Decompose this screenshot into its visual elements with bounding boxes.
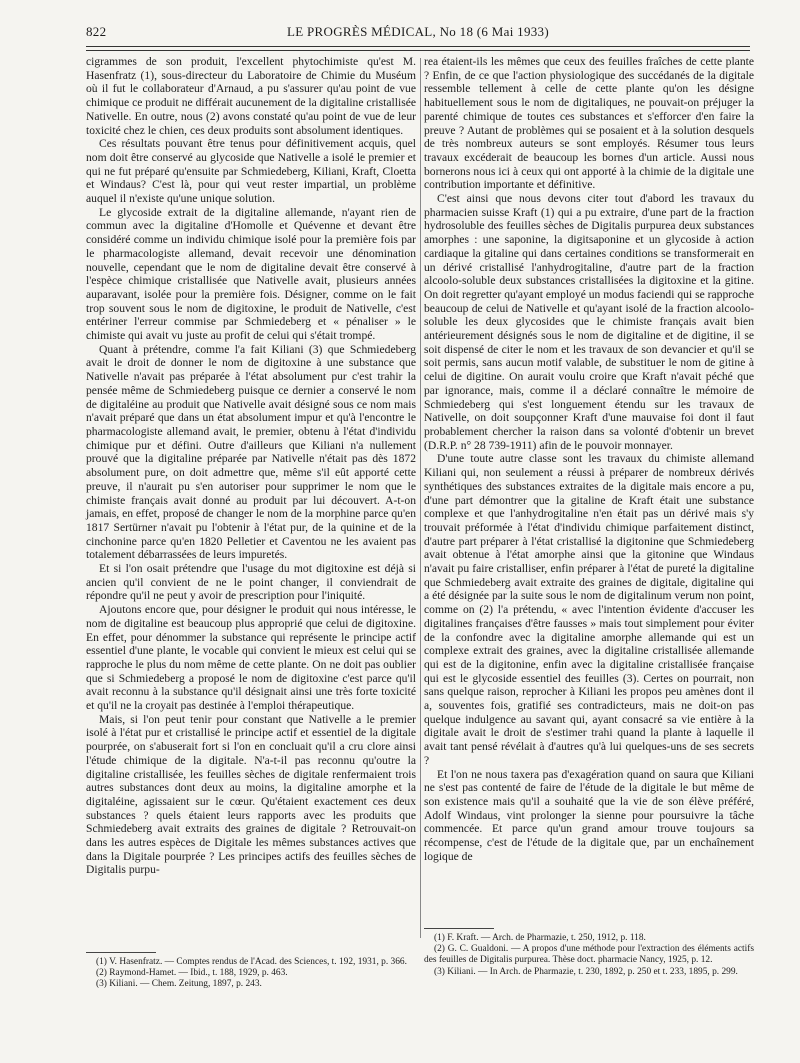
page-number: 822: [86, 24, 107, 39]
paragraph: Et l'on ne nous taxera pas d'exagération quand on saura que Kiliani ne s'est pas contenté de faire de l'étude de la digitale le but même de son existence mais qu'il a souhaité que la vie de son élève préféré, Adolf Windaus, vint prolonger la sienne pour poursuivre la tâche commencée. Et parce qu'un grand amour trouve toujours sa récompense, c'est de l'étude de la digitale que, par un enchaînement logique de: [424, 767, 754, 863]
header-rule: [86, 46, 750, 47]
footnote-rule: [424, 928, 494, 929]
paragraph: Et si l'on osait prétendre que l'usage du mot digitoxine est déjà si ancien qu'il convient de ne le point changer, il conviendrait de répondre qu'il ne peut y avoir de prescription pour l'iniquité.: [86, 562, 416, 603]
left-column: [86, 55, 416, 877]
paragraph: D'une toute autre classe sont les travaux du chimiste allemand Kiliani qui, non seulement a réussi à préparer de nombreux dérivés synthétiques des substances extraites de la digitale mais encore a pu, d'une part démontrer que la gitaline de Kraft était une substance complexe et que l'anhydrogitaline n'en était pas un dérivé mais s'y trouvait préformée à l'état d'individu chimique parfaitement distinct, d'autre part préparer à l'état cristallisé la digitonine que Schmiedeberg avait obtenue à l'état amorphe ainsi que la gitonine que Windaus n'avait pu faire cristalliser, enfin préparer à l'état de pureté la digitaline que Schmiedeberg avait extraite des graines de digitale, digitaline qui a été désignée par la suite sous le nom de digitalinum verum non point, comme on (2) l'a prétendu, « avec l'intention évidente d'accuser les digitalines françaises d'être fausses » mais tout simplement pour éviter de la confondre avec la digitaline amorphe allemande qui est un complexe extrait des graines, avec la digitaline cristallisée allemande qui est de la digitonine, enfin avec la digitaline cristallisée française qui est le glycoside essentiel des feuilles (3). Certes on pourrait, non sans quelque raison, reprocher à Kiliani les propos peu amènes dont il a, souventes fois, gratifié ses contradicteurs, mais ne doit-on pas quelque indulgence au savant qui, ayant consacré sa vie entière à la digitale avait le droit de s'estimer trahi quand la plante à laquelle il avait tant pensé révélait à d'autres qu'à lui quelques-uns de ses secrets ?: [424, 452, 754, 767]
paragraph: Le glycoside extrait de la digitaline allemande, n'ayant rien de commun avec la digitaline d'Homolle et Quévenne et devant être considéré comme un individu chimique isolé pour la première fois par le pharmacologiste allemand, devait recevoir une dénomination nouvelle, cependant que le nom de digitaline devait être conservé à l'espèce chimique cristallisée que Nativelle avait, plusieurs années auparavant, isolée pour la première fois. Désigner, comme on le fait trop souvent sous le nom de digitoxine, le produit de Nativelle, c'est entériner l'erreur commise par Schmiedeberg et « pénaliser » le chimiste qui avait vu juste au profit de celui qui s'était trompé.: [86, 205, 416, 343]
footnote: (3) Kiliani. — In Arch. de Pharmazie, t. 230, 1892, p. 250 et t. 233, 1895, p. 299.: [434, 966, 738, 977]
page-header: [86, 24, 750, 48]
header-rule-thin: [86, 50, 750, 51]
paragraph: Quant à prétendre, comme l'a fait Kiliani (3) que Schmiedeberg avait le droit de donner le nom de digitoxine à une substance que Nativelle n'avait pas préparée à l'état absolument pur c'est trahir la pensée même de Schmiedeberg puisque ce dernier a conservé le nom de digitaléine au produit que Nativelle avait désigné sous ce nom mais n'avait préparé que dans un état absolument impur et qu'à l'encontre le pharmacologiste allemand avait, le premier, obtenu à l'état d'individu chimique pur et défini. Outre d'ailleurs que Kiliani n'a nullement prouvé que la digitaline préparée par Nativelle n'était pas dès 1872 absolument pure, on doit admettre que, même s'il eût apporté cette preuve, il n'aurait pu s'en autoriser pour supprimer le nom que le chimiste français avait donné au produit par lui découvert. A-t-on jamais, en effet, proposé de changer le nom de la morphine parce qu'en 1817 Sertürner n'avait pu l'obtenir à l'état pur, de la quinine et de la cinchonine parce qu'en 1820 Pelletier et Caventou ne les avaient pas totalement débarrassées de leurs impuretés.: [86, 342, 416, 562]
paragraph: Mais, si l'on peut tenir pour constant que Nativelle a le premier isolé à l'état pur et cristallisé le principe actif et essentiel de la digitale pourprée, on s'abuserait fort si l'on en concluait qu'il a cru clore ainsi l'étude chimique de la digitale. N'a-t-il pas reconnu qu'outre la digitaline cristallisée, les feuilles sèches de digitale renfermaient trois autres substances dont deux au moins, la digitaline amorphe et la digitaléine, agissaient sur le cœur. Qu'étaient exactement ces deux substances ? quels étaient leurs rapports avec les produits que Schmiedeberg avait extraits des graines de digitale ? Retrouvait-on dans les autres espèces de Digitale les mêmes substances actives que dans la Digitale pourprée ? Les principes actifs des feuilles sèches de Digitalis purpu-: [86, 712, 416, 877]
column-divider: [420, 58, 421, 938]
footnote: (1) F. Kraft. — Arch. de Pharmazie, t. 250, 1912, p. 118.: [434, 933, 646, 943]
paragraph: Ces résultats pouvant être tenus pour définitivement acquis, quel nom doit être conservé au glycoside que Nativelle a isolé le premier et qui ne fut préparé qu'ensuite par Schmiedeberg, Kiliani, Kraft, Cloetta et Windaus? C'est là, pour qui veut rester impartial, un problème auquel il n'existe qu'une unique solution.: [86, 137, 416, 206]
paragraph: C'est ainsi que nous devons citer tout d'abord les travaux du pharmacien suisse Kraft (1) qui a pu extraire, d'une part de la fraction hydrosoluble des feuilles sèches de Digitalis purpurea deux substances amorphes : une saponine, la digitsaponine et un glycoside à action cardiaque la gitaline qui dans certaines conditions se transformerait en un dérivé cristallisé l'anhydrogitaline, d'autre part de la fraction alcoolo-soluble deux substances cristallisées la digitoxine et la gitine. On doit regretter qu'ayant employé un modus faciendi qui se rapproche beaucoup de celui de Nativelle et qu'ayant isolé de la fraction alcoolo-soluble les deux glycosides que le chimiste français avait bien antérieurement désignés sous le nom de digitaline et de digitine, il se soit dispensé de citer le nom et les travaux de son devancier et qu'il se soit permis, sans aucun motif valable, de substituer le nom de gitine à celui de digitine. On aurait voulu croire que Kraft n'avait péché que par ignorance, mais, comme il a déclaré connaître le mémoire de Schmiedeberg qui s'est longuement étendu sur les travaux de Nativelle, on doit soupçonner Kraft d'une mauvaise foi dont il faut probablement chercher la raison dans sa volonté d'obtenir un brevet (D.R.P. n° 28 739-1911) afin de le pouvoir monnayer.: [424, 192, 754, 452]
paragraph: rea étaient-ils les mêmes que ceux des feuilles fraîches de cette plante ? Enfin, de ce que l'action physiologique des succédanés de la digitale ressemble tellement à celle de cette plante qu'on les désigne habituellement sous le nom de digitaliques, ne pouvait-on préjuger la parenté chimique de toutes ces substances et s'efforcer d'en faire la preuve ? Autant de problèmes qui se posaient et à la solution desquels de très nombreux auteurs se sont employés. Résumer tous leurs travaux excéderait de beaucoup les bornes d'un article. Aussi nous bornerons nous ici à ceux qui ont apporté à la chimie de la digitale une contribution importante et définitive.: [424, 55, 754, 192]
footnotes-right: [424, 933, 754, 978]
paragraph: Ajoutons encore que, pour désigner le produit qui nous intéresse, le nom de digitaline est beaucoup plus approprié que celui de digitoxine. En effet, pour dénommer la substance qui représente le principe actif essentiel d'une plante, le vocable qui convient le mieux est celui qui se rapproche le plus du nom même de cette plante. On ne doit pas oublier que si Schmiedeberg a proposé le nom de digitoxine c'est parce qu'il avait reconnu à la substance qu'il désignait ainsi une très forte toxicité et qu'il ne la croyait pas destinée à l'emploi thérapeutique.: [86, 603, 416, 713]
right-column: [424, 55, 754, 863]
footnote: (3) Kiliani. — Chem. Zeitung, 1897, p. 243.: [96, 979, 262, 990]
footnote: (2) G. C. Gualdoni. — A propos d'une méthode pour l'extraction des éléments actifs des feuilles de Digitalis purpurea. Thèse doct. pharmacie Nancy, 1925, p. 12.: [424, 944, 754, 966]
footnote: (2) Raymond-Hamet. — Ibid., t. 188, 1929, p. 463.: [96, 968, 288, 979]
running-title: LE PROGRÈS MÉDICAL, No 18 (6 Mai 1933): [286, 24, 549, 39]
footnote: (1) V. Hasenfratz. — Comptes rendus de l'Acad. des Sciences, t. 192, 1931, p. 366.: [96, 957, 407, 967]
paragraph: cigrammes de son produit, l'excellent phytochimiste qu'est M. Hasenfratz (1), sous-directeur du Laboratoire de Chimie du Muséum où il fut le collaborateur d'Arnaud, a pu s'assurer qu'au point de vue chimique ce produit ne différait aucunement de la digitaline cristallisée Nativelle. En outre, nous (2) avons constaté qu'au point de vue de leur toxicité chez le chien, ces deux produits sont absolument identiques.: [86, 55, 416, 137]
footnote-rule: [86, 952, 156, 953]
footnotes-left: [86, 957, 416, 991]
